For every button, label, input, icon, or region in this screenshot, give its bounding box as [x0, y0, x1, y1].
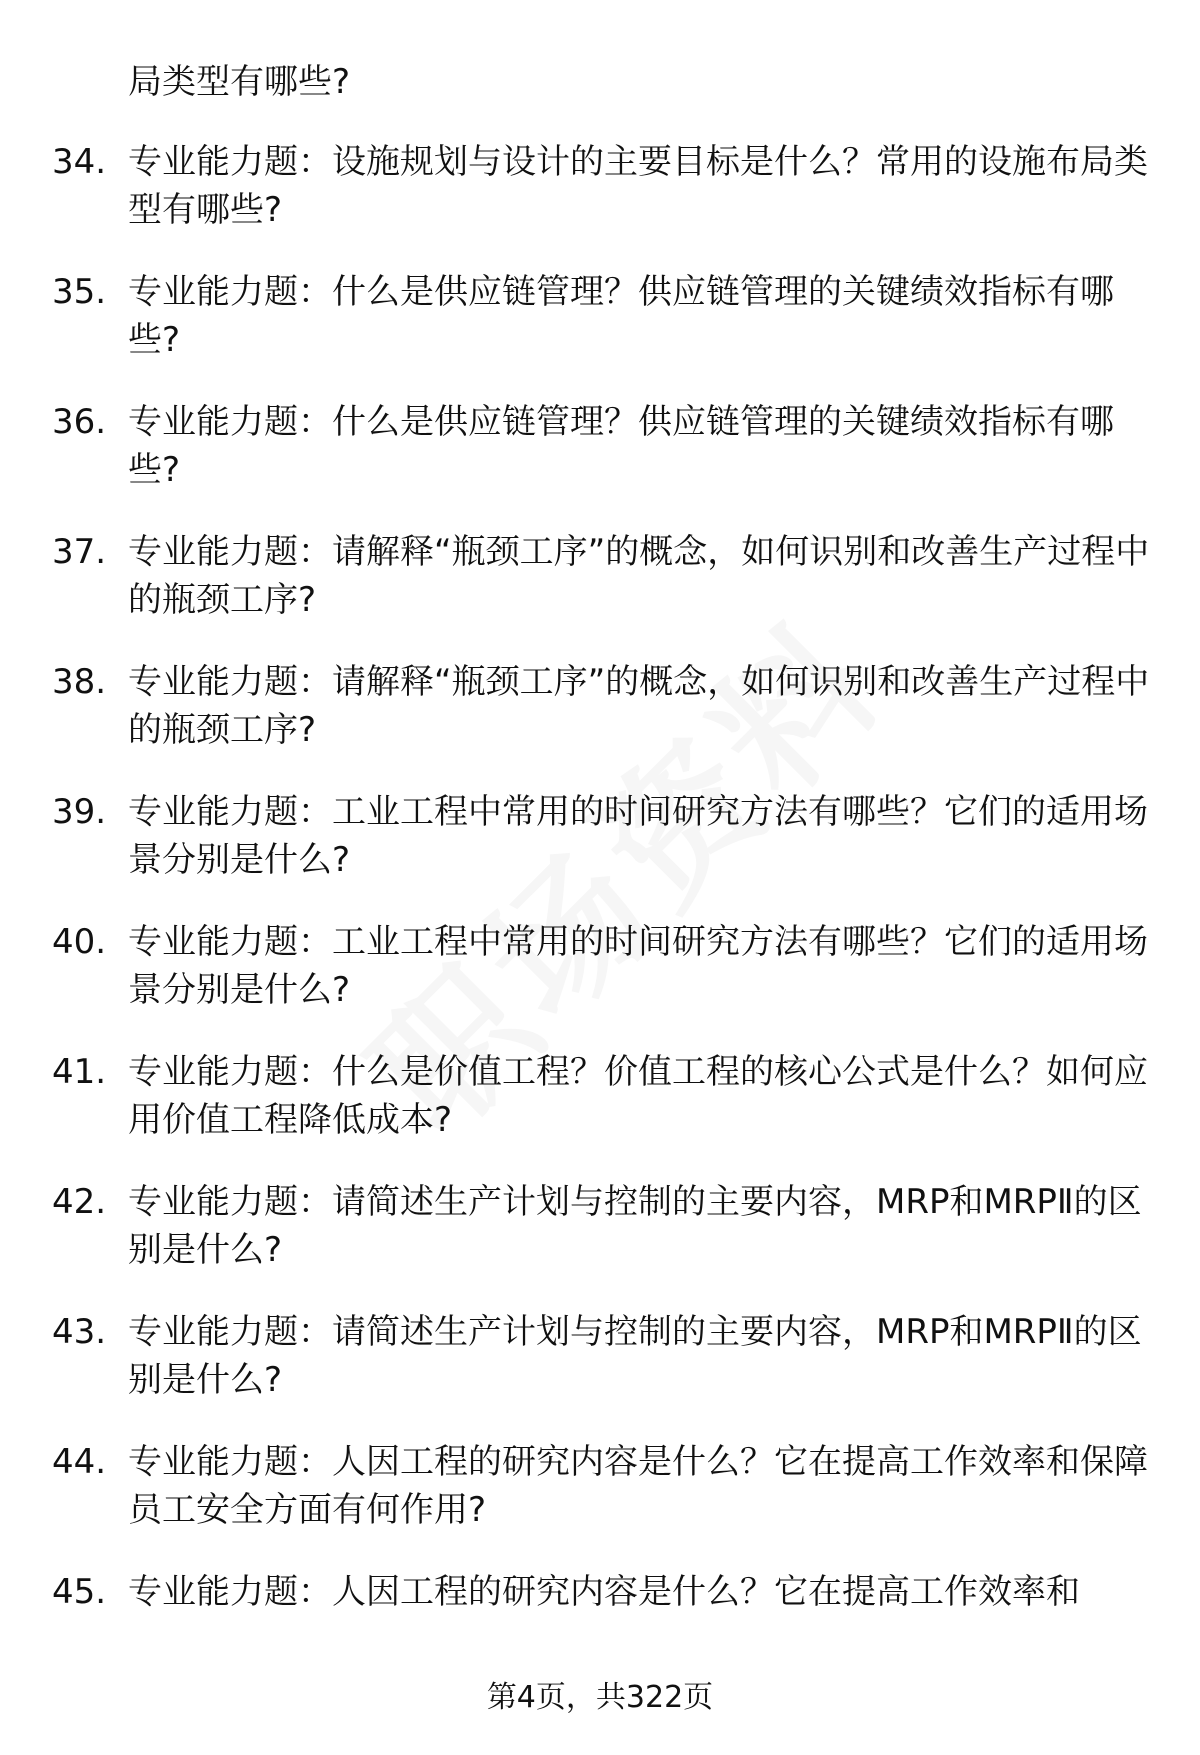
question-number: 45. [52, 1572, 107, 1612]
question-number: 39. [52, 792, 107, 832]
question-item [0, 398, 1200, 494]
question-number: 35. [52, 272, 107, 312]
question-number: 43. [52, 1312, 107, 1352]
question-item [0, 918, 1200, 1014]
question-item [0, 268, 1200, 364]
question-continuation [0, 58, 1200, 106]
question-text: 专业能力题：什么是供应链管理？供应链管理的关键绩效指标有哪些? [128, 272, 1114, 360]
question-text: 专业能力题：工业工程中常用的时间研究方法有哪些？它们的适用场景分别是什么? [128, 792, 1148, 880]
question-number: 44. [52, 1442, 107, 1482]
question-item [0, 788, 1200, 884]
question-item [0, 1308, 1200, 1404]
question-item [0, 658, 1200, 754]
question-text: 专业能力题：工业工程中常用的时间研究方法有哪些？它们的适用场景分别是什么? [128, 922, 1148, 1010]
question-text: 专业能力题：请简述生产计划与控制的主要内容，MRP和MRPⅡ的区别是什么? [128, 1312, 1142, 1400]
question-number: 41. [52, 1052, 107, 1092]
question-text: 专业能力题：请简述生产计划与控制的主要内容，MRP和MRPⅡ的区别是什么? [128, 1182, 1142, 1270]
question-text: 专业能力题：人因工程的研究内容是什么？它在提高工作效率和 [128, 1572, 1080, 1612]
question-number: 42. [52, 1182, 107, 1222]
question-item [0, 1178, 1200, 1274]
question-list [0, 58, 1200, 1650]
question-text: 专业能力题：什么是价值工程？价值工程的核心公式是什么？如何应用价值工程降低成本? [128, 1052, 1148, 1140]
question-number: 34. [52, 142, 107, 182]
question-item [0, 1438, 1200, 1534]
page-footer: 第4页，共322页 [486, 1680, 714, 1715]
question-number: 37. [52, 532, 107, 572]
question-item [0, 138, 1200, 234]
question-item [0, 1048, 1200, 1144]
question-text: 专业能力题：请解释“瓶颈工序”的概念，如何识别和改善生产过程中的瓶颈工序? [128, 662, 1150, 750]
question-number: 36. [52, 402, 107, 442]
question-number: 40. [52, 922, 107, 962]
question-text: 专业能力题：什么是供应链管理？供应链管理的关键绩效指标有哪些? [128, 402, 1114, 490]
question-text: 专业能力题：人因工程的研究内容是什么？它在提高工作效率和保障员工安全方面有何作用? [128, 1442, 1148, 1530]
question-item [0, 528, 1200, 624]
question-text: 局类型有哪些? [128, 62, 351, 102]
question-number: 38. [52, 662, 107, 702]
question-text: 专业能力题：设施规划与设计的主要目标是什么？常用的设施布局类型有哪些? [128, 142, 1148, 230]
question-text: 专业能力题：请解释“瓶颈工序”的概念，如何识别和改善生产过程中的瓶颈工序? [128, 532, 1150, 620]
question-item [0, 1568, 1200, 1616]
